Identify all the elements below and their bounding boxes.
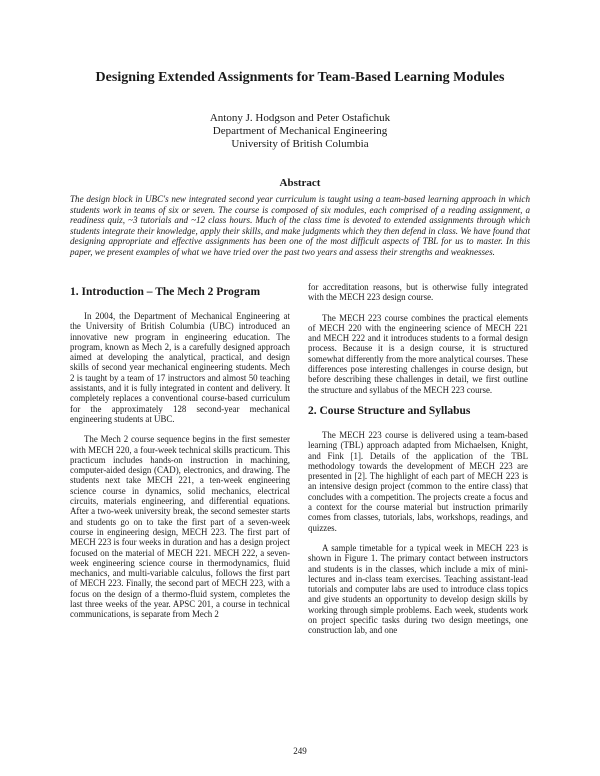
right-paragraph-2: The MECH 223 course combines the practical elements of MECH 220 with the engineering science of MECH 221 and MECH 222 and it introduces students to a formal design process. Because it is a design course, it is structured somewhat differently from the more analytical courses. These differences pose interesting challenges in course design, but before describing these challenges in detail, we first outline the structure and syllabus of the MECH 223 course.	[308, 312, 528, 395]
author-department: Department of Mechanical Engineering	[212, 125, 388, 137]
author-names: Antony J. Hodgson and Peter Ostafichuk	[209, 112, 391, 124]
abstract-text: The design block in UBC's new integrated second year curriculum is taught using a team-based learning approach in which students work in teams of six or seven. The course is composed of six modules, each comprised of a reading assignment, a readiness quiz, ~3 tutorials and ~12 class hours. Much of the class time is devoted to extended assignments through which students integrate their knowledge, apply their skills, and make judgments which they then defend in class. We have found that designing appropriate and effective assignments has been one of the most difficult aspects of TBL for us to master. In this paper, we present examples of what we have tried over the past two years and assess their strengths and weaknesses.	[70, 194, 530, 257]
paper-title: Designing Extended Assignments for Team-Based Learning Modules	[95, 70, 505, 85]
section2-paragraph-1: The MECH 223 course is delivered using a team-based learning (TBL) approach adapted from Michaelsen, Knight, and Fink [1]. Details of the application of the TBL methodology towards the development of MECH 223 are presented in [2]. The highlight of each part of MECH 223 is an intensive design project (common to the entire class) that concludes with a competition. The projects create a focus and a context for the course material but instruction primarily comes from classes, tutorials, labs, workshops, readings, and quizzes.	[308, 429, 528, 533]
author-block	[0, 112, 600, 151]
page-number: 249	[293, 746, 307, 756]
abstract-heading: Abstract	[279, 177, 321, 189]
section2-paragraph-2: A sample timetable for a typical week in MECH 223 is shown in Figure 1. The primary contact between instructors and students is in the classes, which include a mix of mini-lectures and in-class team exercises. Teaching assistant-lead tutorials and computer labs are used to introduce class topics and give students an opportunity to develop design skills by working through simple problems. Each week, students work on project specific tasks during two design meetings, one construction lab, and one	[308, 542, 528, 636]
section1-paragraph-2: The Mech 2 course sequence begins in the first semester with MECH 220, a four-week technical skills practicum. This practicum includes hands-on instruction in machining, computer-aided design (CAD), electronics, and drawing. The students next take MECH 221, a ten-week engineering science course in dynamics, solid mechanics, electrical circuits, materials engineering, and differential equations. After a two-week university break, the second semester starts and students go on to take the first part of a seven-week course in engineering design, MECH 223. The first part of MECH 223 is four weeks in duration and has a design project focused on the material of MECH 221. MECH 222, a seven-week engineering science course in thermodynamics, fluid mechanics, and multi-variable calculus, follows the first part of MECH 223. Finally, the second part of MECH 223, with a focus on the design of a thermo-fluid system, completes the last three weeks of the year. APSC 201, a course in technical communications, is separate from Mech 2	[70, 434, 290, 620]
left-column	[70, 282, 290, 630]
section1-paragraph-1: In 2004, the Department of Mechanical Engineering at the University of British Columbia (UBC) introduced an innovative new program in engineering education. The program, known as Mech 2, is a carefully designed approach aimed at developing the analytical, practical, and design skills of second year mechanical engineering students. Mech 2 is taught by a team of 17 instructors and almost 50 teaching assistants, and it is fully integrated in content and delivery. It completely replaces a conventional course-based curriculum for the approximately 128 second-year mechanical engineering students at UBC.	[70, 311, 290, 424]
author-university: University of British Columbia	[231, 138, 369, 150]
right-continued-paragraph: for accreditation reasons, but is otherwise fully integrated with the MECH 223 design course.	[308, 282, 528, 303]
section2-heading: 2. Course Structure and Syllabus	[308, 404, 471, 417]
section1-heading: 1. Introduction – The Mech 2 Program	[70, 286, 261, 298]
right-column	[308, 282, 528, 646]
